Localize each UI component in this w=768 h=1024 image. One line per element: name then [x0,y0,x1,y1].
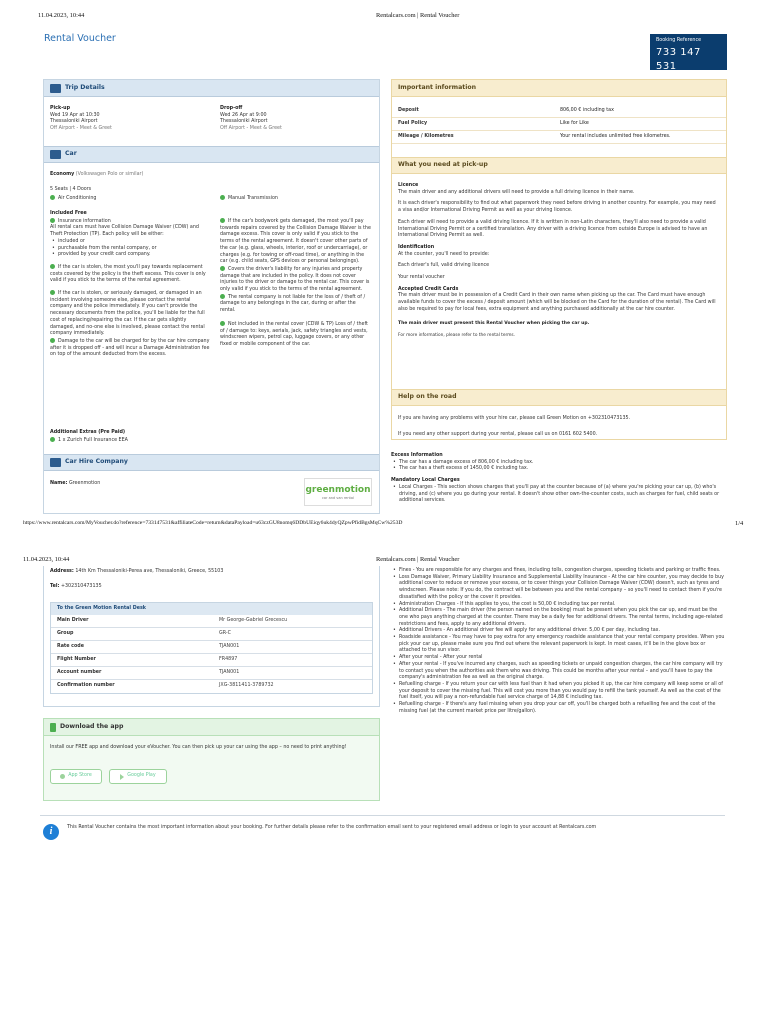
belongings-text: The rental company is not liable for the loss of / theft of / damage to any belongings in the car, during or after the rental. [220,294,366,314]
google-play-label: Google Play [127,773,156,779]
print-site-title: Rentalcars.com | Rental Voucher [376,12,460,19]
print-datetime-2: 11.04.2023, 10:44 [23,556,70,563]
page-url[interactable]: https://www.rentalcars.com/MyVoucher.do?reference=733147531&affiliateCode=return&dataPayload=u63czGU8nomq6DDbUEiqy6uk4dyQZpwPfidBgsMqCw%253D [23,520,403,526]
info-icon: i [43,824,59,840]
identification-item: Each driver's full, valid driving licence [398,263,490,269]
insurance-text: All rental cars must have Collision Damage Waiver (CDW) and Theft Protection (TP). Each policy will be either: [50,225,199,238]
extras-block [50,430,128,444]
rental-desk-title: To the Green Motion Rental Desk [51,603,372,615]
present-voucher-note: The main driver must present this Rental Voucher when picking the car up. [398,320,590,326]
table-row [51,628,372,641]
app-store-button[interactable] [50,769,102,784]
identification-title: Identification [398,244,435,250]
licence-text: The main driver and any additional drivers will need to provide a full driving licence in their name. [398,189,635,195]
theft-cover-text: If the car is stolen, the most you'll pay towards replacement costs covered by the policy is the theft excess. This cover is only valid if you stick to the terms of the rental agreement. [50,264,206,284]
insurance-info: Insurance information [58,218,111,224]
car-model: (Volkswagen Polo or similar) [75,172,144,177]
charge-item: • Administration Charges - If this applies to you, the cost is 50,00 € including tax per rental. [391,602,727,609]
row-label: Main Driver [57,617,89,623]
car-hire-company-header [44,454,379,471]
print-datetime: 11.04.2023, 10:44 [38,12,85,19]
table-row [51,641,372,654]
deposit-label: Deposit [398,107,419,113]
row-label: Confirmation number [57,683,115,689]
app-text: Install our FREE app and download your eVoucher. You can then pick up your car using the app – no need to print anything! [50,745,347,750]
check-icon [220,321,225,326]
row-label: Flight Number [57,656,96,662]
check-icon [50,264,55,269]
extras-item: 1 x Zurich Full Insurance EEA [58,437,128,443]
address-label: Address: [50,569,74,574]
charge-item: • After your rental - If you've incurred any charges, such as speeding tickets or unpaid congestion charges, the car hire company will try to contact you when the authorities ask them who was driving. This could be months after your rental – and you'll have to pay the company's administration fee as well as the original charge. [391,662,727,682]
table-row [51,654,372,667]
table-row [51,667,372,680]
rental-desk-table [50,602,373,694]
row-value: GR-C [219,630,231,636]
fuel-row [392,118,726,131]
mandatory-charges-title: Mandatory Local Charges [391,478,460,484]
rental-terms-note: For more information, please refer to the rental terms. [398,332,515,338]
important-info-rows [392,105,726,144]
charge-item: • Loss Damage Waiver, Primary Liability Insurance and Supplemental Liability Insurance - At the car hire counter, you may decide to buy additional cover to reduce or remove your excess, or to cover things your Collision Damage Waiver (CDW) doesn't, such as tyres and windscreen. Please note: If you do, the contract will be between you and the rental company – so you'll need to contact them if you're dissatisfied with the policy or the cover it provides. [391,575,727,602]
insurance-option: • purchasable from the rental company, or [50,246,210,253]
dropoff-place: Thessaloniki Airport [220,119,268,125]
row-value: Mr George-Gabriel Grecescu [219,617,288,623]
included-col-1 [50,211,210,359]
identification-item: Your rental voucher [398,275,445,281]
car-class-label: Economy [50,172,75,177]
car-header [44,146,379,163]
booking-reference-number: 733 147 531 [656,47,701,72]
licence-text: It is each driver's responsibility to find out what paperwork they need before driving in another country. For example, you may need a visa and/or International Driving Permit as well as your driving licence. [398,201,716,214]
check-icon [50,195,55,200]
check-icon [50,437,55,442]
identification-text: At the counter, you'll need to provide: [398,251,490,257]
charge-item: • Roadside assistance - You may have to pay extra for any emergency roadside assistance that your rental company provides. When you pick your car up, please make sure you find out where the relevant paperwork is kept. In most cases, it'll be in the glove box or attached to the sun visor. [391,635,727,655]
car-hire-company-title: Car Hire Company [65,458,128,466]
not-included-text: Not included in the rental cover (CDW & TP) Loss of / theft of / damage to: keys, aerials, jack, safety triangles and vests, windscreen wipers, petrol cap, luggage covers, or any other fixed or mobile component of the car. [220,321,368,347]
included-col-2 [220,218,372,349]
table-row [51,615,372,628]
excess-item: • The car has a theft excess of 1450,00 € including tax. [391,466,727,473]
car-icon [50,150,61,159]
check-icon [220,294,225,299]
play-icon [120,774,124,780]
mileage-label: Mileage / Kilometres [398,133,454,139]
dropoff-block [220,106,370,133]
tel-label: Tel: [50,584,60,589]
mileage-row [392,131,726,144]
company-name [50,481,100,488]
download-app-title: Download the app [60,722,124,730]
greenmotion-logo-sub: car and van rental [321,496,355,501]
apple-icon [60,774,65,779]
download-app-header [44,719,379,736]
company-details-panel [43,566,380,707]
print-site-title-2: Rentalcars.com | Rental Voucher [376,556,460,563]
feature-ac [50,195,96,203]
page-title: Rental Voucher [44,33,116,44]
credit-cards-title: Accepted Credit Cards [398,286,459,292]
address-value: 14th Km Thessaloniki-Perea ave, Thessaloniki, Greece, 55103 [75,569,224,574]
important-info-panel [391,79,727,440]
help-line-1: If you are having any problems with your hire car, please call Green Motion on +302310473135. [398,416,631,421]
row-value: JXG-3811411-3789732 [219,683,274,689]
download-app-panel [43,718,380,801]
charge-item: • Additional Drivers - An additional driver fee will apply for any additional driver. 5,00 € per day, including tax. [391,628,727,635]
row-label: Account number [57,669,102,675]
check-icon [220,266,225,271]
pickup-date: Wed 19 Apr at 10:30 [50,112,100,118]
charge-item: • After your rental - After your rental [391,655,727,662]
google-play-button[interactable] [109,769,167,784]
excess-title: Excess Information [391,453,443,458]
dropoff-note: Off Airport - Meet & Greet [220,126,282,132]
app-store-label: App Store [68,773,92,779]
feature-ac-label: Air Conditioning [58,196,97,201]
info-text: This Rental Voucher contains the most important information about your booking. For further details please refer to the confirmation email sent to your registered email address or login to your account at Rentalcars.com [67,825,597,830]
building-icon [50,458,61,467]
deposit-value: 806,00 € including tax [560,107,614,113]
page-number: 1/4 [735,520,744,527]
help-header: Help on the road [392,389,726,406]
charge-item: • Additional Drivers - The main driver (the person named on the booking) must be present when you pick the car up, and must be the one who pays anything charged at the counter. There may be a daily fee for additional drivers. The rental terms, including age-related restrictions and fees, apply to any additional drivers. [391,608,727,628]
credit-cards-text: The main driver must be in possession of a Credit Card in their own name when picking up the car. The Card must have enough available funds to cover the excess / deposit amount (which will be blocked on the Card for the duration of the rental). The Card will also be required to pay for local fees, extra equipment and anything purchased additionally at the car hire counter. [398,293,716,312]
important-info-header: Important information [392,80,726,97]
car-specs: 5 Seats | 4 Doors [50,187,92,192]
check-icon [220,195,225,200]
local-charges-list [391,568,727,715]
included-title: Included Free [50,211,87,216]
liability-text: Covers the driver's liability for any injuries and property damage that are included in the policy. It does not cover injuries to the driver or damage to the rental car. This cover is only valid if you stick to the terms of the rental agreement. [220,266,370,293]
company-name-label: Name: [50,481,68,486]
insurance-option: • included or [50,239,210,246]
greenmotion-logo-text: greenmotion [305,485,371,495]
check-icon [50,290,55,295]
charge-item: • Refuelling charge - If you return your car with less fuel than it had when you picked it up, the car hire company will keep some or all of your deposit to cover the missing fuel. This will cost you more than you would pay to refill the tank yourself. As well as the cost of the fuel itself, you will pay a non-refundable fuel service charge of 14,88 € including tax. [391,682,727,702]
greenmotion-logo [304,478,372,506]
booking-reference-badge [650,34,727,70]
feature-manual [220,195,278,203]
trip-details-title: Trip Details [65,83,105,91]
row-label: Group [57,630,74,636]
fuel-value: Like for Like [560,120,589,126]
row-value: TJAN001 [219,643,240,649]
insurance-option: • provided by your credit card company. [50,252,210,259]
stolen-text: If the car is stolen, or seriously damaged, or damaged in an incident involving someone else, please contact the rental company and the police immediately. If you can't provide the necessary documents from the police, you'll be liable for the full cost of replacing/repairing the car. If the car gets slightly damaged, and no-one else is involved, please contact the rental company immediately. [50,291,205,337]
licence-text: Each driver will need to provide a valid driving licence. If it is written in non-Latin characters, they'll also need to provide a valid International Driving Permit or a certified translation. Any driver with a driving licence from outside Europe is advised to have an International Driving Permit as well. [398,219,708,239]
deposit-row [392,105,726,118]
dropoff-label: Drop-off [220,106,243,111]
pickup-note: Off Airport - Meet & Greet [50,126,112,132]
charge-item: • Fines - You are responsible for any charges and fines, including tolls, congestion charges, speeding tickets and parking or traffic fines. [391,568,727,575]
row-value: FR4897 [219,656,238,662]
table-row [51,680,372,693]
row-label: Rate code [57,643,84,649]
row-value: TJAN001 [219,669,240,675]
phone-icon [50,723,56,732]
excess-item: • The car has a damage excess of 806,00 € including tax. [391,460,727,467]
dropoff-date: Wed 26 Apr at 9:00 [220,112,267,118]
company-name-value: Greenmotion [68,481,101,486]
tel-value: +302310473135 [60,584,102,589]
company-tel [50,584,102,591]
charge-item: • Refuelling charge - If there's any fuel missing when you drop your car off, you'll be charged both a refuelling fee and the cost of the missing fuel (at the current market price per litre/gallon). [391,702,727,715]
damage-charge-text: Damage to the car will be charged for by the car hire company after it is dropped off - and will incur a Damage Administration fee on top of the amount deducted from the excess. [50,338,210,358]
car-title: Car [65,150,77,158]
excess-info [391,453,727,505]
check-icon [50,338,55,343]
info-footer [40,815,725,845]
help-line-2: If you need any other support during your rental, please call us on 0161 602 5400. [398,432,598,437]
fuel-label: Fuel Policy [398,120,428,126]
car-class [50,172,370,179]
trip-car-panel [43,79,380,514]
licence-title: Licence [398,183,419,188]
cdw-text: If the car's bodywork gets damaged, the most you'll pay towards repairs covered by the Collision Damage Waiver is the damage excess. This cover is only valid if you stick to the terms of the rental agreement. It doesn't cover other parts of the car (e.g. glass, wheels, interior, roof or undercarriage), or charges (e.g. for towing or off-road time), or anything in the car (e.g. child seats, GPS devices or personal belongings). [220,219,371,265]
pickup-place: Thessaloniki Airport [50,119,98,125]
pickup-block [50,106,210,133]
pickup-need-content [398,183,720,339]
booking-reference-label: Booking Reference [656,38,702,43]
check-icon [220,218,225,223]
mandatory-charge-item: • Local Charges - This section shows charges that you'll pay at the counter because of (a) where you're picking your car up, (b) who's driving, and (c) where you go during your rental. It doesn't show other own-the-counter costs, such as charges for fuel, child seats or additional services. [391,485,727,505]
pickup-label: Pick-up [50,106,71,111]
extras-title: Additional Extras (Pre Paid) [50,430,126,435]
check-icon [50,218,55,223]
mileage-value: Your rental includes unlimited free kilometres. [560,133,671,139]
pickup-need-header: What you need at pick-up [392,157,726,174]
company-address [50,569,223,576]
suitcase-icon [50,84,61,93]
trip-details-header [44,80,379,97]
feature-manual-label: Manual Transmission [228,196,278,201]
